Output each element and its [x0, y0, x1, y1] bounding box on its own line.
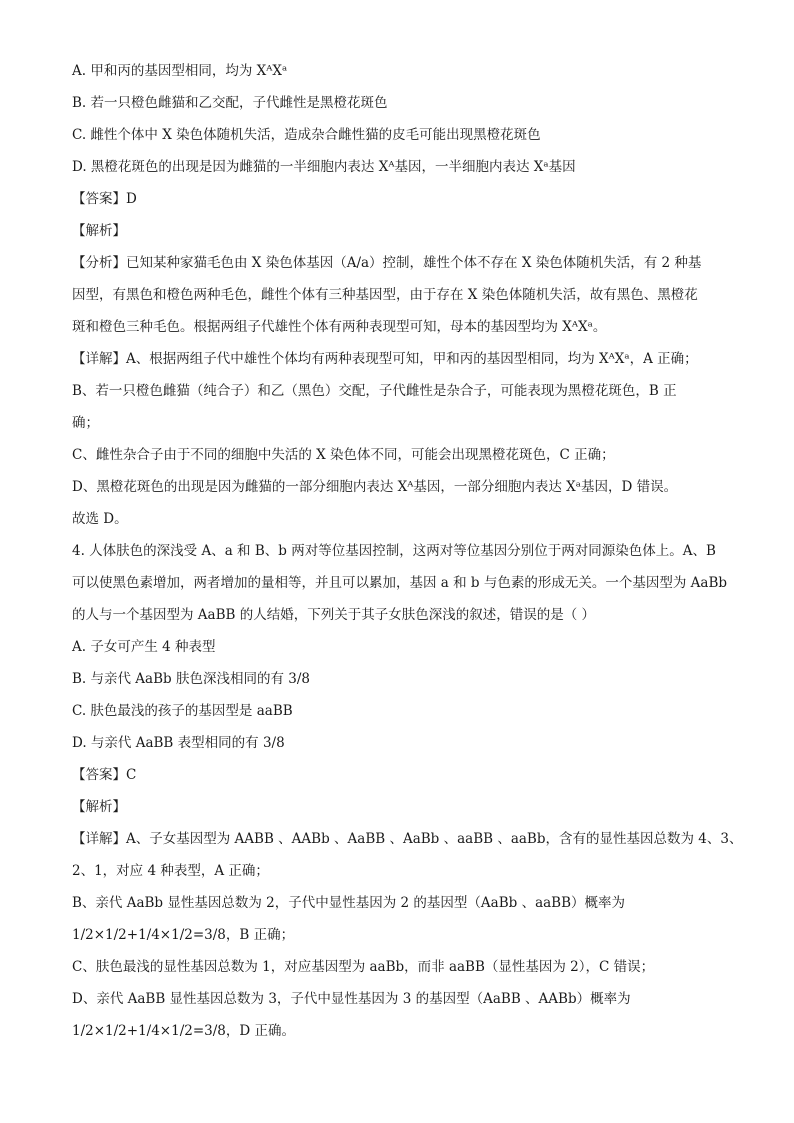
q3-fenxi-line: 斑和橙色三种毛色。根据两组子代雄性个体有两种表现型可知，母本的基因型均为 XᴬXᵃ。: [72, 319, 607, 335]
q3-answer: 【答案】D: [72, 191, 137, 207]
q4-option-c: C. 肤色最浅的孩子的基因型是 aaBB: [72, 703, 293, 719]
q4-stem-line: 4. 人体肤色的深浅受 A、a 和 B、b 两对等位基因控制，这两对等位基因分别位于两对同源染色体上。A、B: [72, 543, 716, 559]
q3-option-c: C. 雌性个体中 X 染色体随机失活，造成杂合雌性猫的皮毛可能出现黑橙花斑色: [72, 127, 541, 143]
q3-xiangjie-line: 【详解】A、根据两组子代中雄性个体均有两种表现型可知，甲和丙的基因型相同，均为 XᴬXᵃ，A 正确；: [72, 351, 698, 367]
q4-stem-line: 可以使黑色素增加，两者增加的量相等，并且可以累加，基因 a 和 b 与色素的形成无关。一个基因型为 AaBb: [72, 575, 728, 591]
q4-stem-line: 的人与一个基因型为 AaBB 的人结婚，下列关于其子女肤色深浅的叙述，错误的是（ ）: [72, 607, 596, 623]
q3-option-a: A. 甲和丙的基因型相同，均为 XᴬXᵃ: [72, 63, 288, 79]
q4-option-b: B. 与亲代 AaBb 肤色深浅相同的有 3/8: [72, 671, 310, 687]
q3-xiangjie-line: 确；: [72, 415, 99, 431]
q3-xiangjie-line: C、雌性杂合子由于不同的细胞中失活的 X 染色体不同，可能会出现黑橙花斑色，C 正确；: [72, 447, 615, 463]
q4-xiangjie-line: D、亲代 AaBB 显性基因总数为 3，子代中显性基因为 3 的基因型（AaBB 、AABb）概率为: [72, 991, 631, 1007]
q4-answer: 【答案】C: [72, 767, 137, 783]
q3-option-d: D. 黑橙花斑色的出现是因为雌猫的一半细胞内表达 Xᴬ基因，一半细胞内表达 Xᵃ基因: [72, 159, 576, 175]
q4-xiangjie-line: 1/2×1/2+1/4×1/2=3/8，D 正确。: [72, 1023, 295, 1039]
q4-xiangjie-line: C、肤色最浅的显性基因总数为 1，对应基因型为 aaBb，而非 aaBB（显性基因为 2），C 错误；: [72, 959, 655, 975]
q4-analysis-heading: 【解析】: [72, 799, 126, 815]
q4-xiangjie-line: B、亲代 AaBb 显性基因总数为 2，子代中显性基因为 2 的基因型（AaBb 、aaBB）概率为: [72, 895, 626, 911]
q3-xiangjie-line: B、若一只橙色雌猫（纯合子）和乙（黑色）交配，子代雌性是杂合子，可能表现为黑橙花斑色，B 正: [72, 383, 677, 399]
q3-analysis-heading: 【解析】: [72, 223, 126, 239]
q3-fenxi-line: 因型，有黑色和橙色两种毛色，雌性个体有三种基因型，由于存在 X 染色体随机失活，故有黑色、黑橙花: [72, 287, 698, 303]
q4-xiangjie-line: 1/2×1/2+1/4×1/2=3/8，B 正确；: [72, 927, 295, 943]
q4-xiangjie-line: 2、1，对应 4 种表型，A 正确；: [72, 863, 269, 879]
q3-fenxi-line: 【分析】已知某种家猫毛色由 X 染色体基因（A/a）控制，雄性个体不存在 X 染色体随机失活，有 2 种基: [72, 255, 702, 271]
q4-option-d: D. 与亲代 AaBB 表型相同的有 3/8: [72, 735, 285, 751]
q4-option-a: A. 子女可产生 4 种表型: [72, 639, 216, 655]
q3-option-b: B. 若一只橙色雌猫和乙交配，子代雌性是黑橙花斑色: [72, 95, 388, 111]
q3-xiangjie-line: 故选 D。: [72, 511, 128, 527]
q3-xiangjie-line: D、黑橙花斑色的出现是因为雌猫的一部分细胞内表达 Xᴬ基因，一部分细胞内表达 Xᵃ基因，D 错误。: [72, 479, 678, 495]
q4-xiangjie-line: 【详解】A、子女基因型为 AABB 、AABb 、AaBB 、AaBb 、aaBB 、aaBb，含有的显性基因总数为 4、3、: [72, 831, 743, 847]
